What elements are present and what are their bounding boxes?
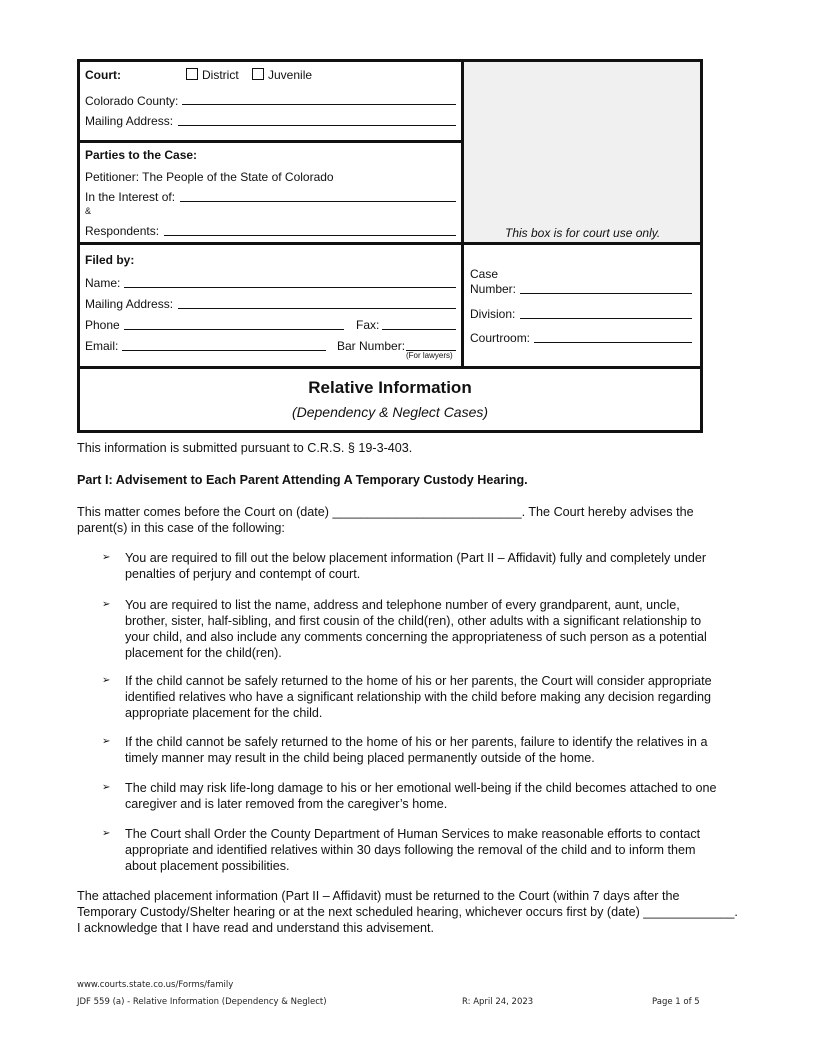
- case-number-field[interactable]: [520, 293, 692, 294]
- matter-statement: This matter comes before the Court on (date) ___________________________. The Court hereby advises the parent(s) in this case of the following:: [77, 505, 694, 535]
- ampersand: &: [85, 206, 92, 216]
- case-number-label: Number:: [470, 282, 517, 296]
- arrow-bullet-icon: ➢: [102, 736, 111, 747]
- parties-label: Parties to the Case:: [85, 148, 198, 162]
- advisement-bullet: [102, 734, 722, 766]
- bullet-text: You are required to list the name, address and telephone number of every grandparent, aunt, uncle, brother, sister, half-sibling, and first cousin of the child(ren), other adults with a significant relationship to your child, and also include any comments concerning the appropriateness of such person as a potential placement for the child(ren).: [125, 598, 707, 660]
- arrow-bullet-icon: ➢: [102, 782, 111, 793]
- juvenile-checkbox[interactable]: [252, 68, 312, 82]
- form-subtitle: (Dependency & Neglect Cases): [291, 404, 489, 420]
- advisement-bullet: [102, 673, 722, 721]
- advisement-bullet: [102, 826, 722, 874]
- interest-field[interactable]: [180, 201, 456, 202]
- closing-statement: The attached placement information (Part II – Affidavit) must be returned to the Court (within 7 days after the Temporary Custody/Shelter hearing or at the next scheduled hearing, whichever occurs first by (date) _____________. I acknowledge that I have read and understand this advisement.: [77, 889, 738, 935]
- arrow-bullet-icon: ➢: [102, 828, 111, 839]
- bullet-text: If the child cannot be safely returned to the home of his or her parents, the Court will consider appropriate identified relatives who have a significant relationship with the child before making any decision regarding appropriate placement for the child.: [125, 674, 712, 720]
- court-use-note: This box is for court use only.: [505, 226, 661, 240]
- for-lawyers-note: (For lawyers): [406, 351, 453, 360]
- arrow-bullet-icon: ➢: [102, 552, 111, 563]
- respondents-field[interactable]: [164, 235, 456, 236]
- advisement-bullet: [102, 550, 722, 582]
- courtroom-field[interactable]: [534, 342, 692, 343]
- footer-revision: R: April 24, 2023: [462, 997, 534, 1007]
- part1-heading: Part I: Advisement to Each Parent Attending A Temporary Custody Hearing.: [77, 473, 528, 487]
- footer-page: Page 1 of 5: [652, 997, 700, 1007]
- county-label: Colorado County:: [85, 94, 179, 108]
- case-label: Case: [470, 267, 499, 281]
- bullet-text: The Court shall Order the County Department of Human Services to make reasonable efforts to contact appropriate and identified relatives within 30 days following the removal of the child and to inform them about placement possibilities.: [125, 827, 701, 873]
- district-label: District: [202, 68, 239, 82]
- fax-label: Fax:: [356, 318, 380, 332]
- interest-label: In the Interest of:: [85, 190, 176, 204]
- advisement-bullet: [102, 597, 722, 661]
- petitioner-text: Petitioner: The People of the State of Colorado: [85, 170, 334, 184]
- name-field[interactable]: [124, 287, 456, 288]
- footer-form-id: JDF 559 (a) - Relative Information (Dependency & Neglect): [77, 997, 327, 1007]
- email-field[interactable]: [122, 350, 326, 351]
- intro-statement: This information is submitted pursuant to C.R.S. § 19-3-403.: [77, 441, 413, 455]
- advisement-bullet: [102, 780, 722, 812]
- arrow-bullet-icon: ➢: [102, 599, 111, 610]
- bullet-text: If the child cannot be safely returned to the home of his or her parents, failure to identify the relatives in a timely manner may result in the child being placed permanently outside of the home.: [125, 735, 708, 765]
- district-checkbox[interactable]: [186, 68, 239, 82]
- court-mailing-label: Mailing Address:: [85, 114, 174, 128]
- bullet-text: The child may risk life-long damage to his or her emotional well-being if the child becomes attached to one caregiver and is later removed from the caregiver’s home.: [125, 781, 717, 811]
- name-label: Name:: [85, 276, 121, 290]
- court-use-box: [463, 62, 700, 242]
- filed-by-label: Filed by:: [85, 253, 135, 267]
- email-label: Email:: [85, 339, 119, 353]
- county-field[interactable]: [182, 104, 456, 105]
- court-mailing-field[interactable]: [178, 125, 456, 126]
- footer-url: www.courts.state.co.us/Forms/family: [77, 980, 234, 990]
- filer-mailing-field[interactable]: [178, 308, 456, 309]
- filer-mailing-label: Mailing Address:: [85, 297, 174, 311]
- courtroom-label: Courtroom:: [470, 331, 531, 345]
- case-caption: [77, 59, 703, 433]
- phone-field[interactable]: [124, 329, 344, 330]
- juvenile-label: Juvenile: [268, 68, 313, 82]
- bullet-text: You are required to fill out the below placement information (Part II – Affidavit) fully and completely under penalties of perjury and contempt of court.: [125, 551, 707, 581]
- court-label: Court:: [85, 68, 121, 82]
- fax-field[interactable]: [382, 329, 456, 330]
- arrow-bullet-icon: ➢: [102, 675, 111, 686]
- bar-number-label: Bar Number:: [337, 339, 406, 353]
- respondents-label: Respondents:: [85, 224, 160, 238]
- form-title: Relative Information: [308, 378, 472, 397]
- phone-label: Phone: [85, 318, 120, 332]
- division-label: Division:: [470, 307, 516, 321]
- division-field[interactable]: [520, 318, 692, 319]
